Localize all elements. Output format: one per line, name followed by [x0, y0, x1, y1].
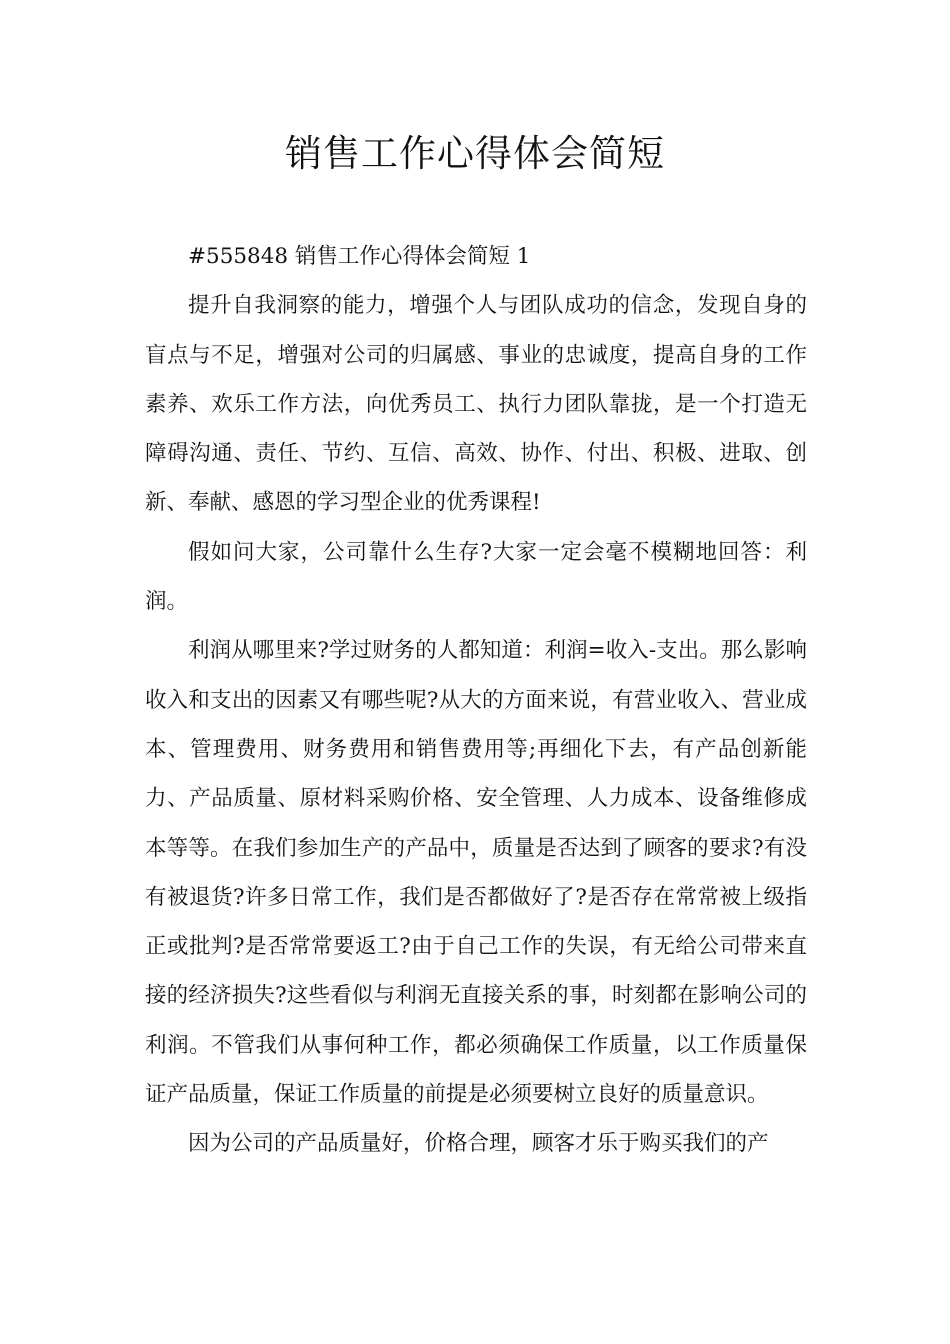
paragraph: 因为公司的产品质量好，价格合理，顾客才乐于购买我们的产 [188, 1131, 769, 1157]
document-title: 销售工作心得体会简短 [285, 132, 665, 175]
paragraph-heading: #555848 销售工作心得体会简短 1 [188, 244, 531, 269]
document-body [145, 232, 807, 1169]
paragraph: 提升自我洞察的能力，增强个人与团队成功的信念，发现自身的盲点与不足，增强对公司的归属感、事业的忠诚度，提高自身的工作素养、欢乐工作方法，向优秀员工、执行力团队靠拢，是一个打造无障碍沟通、责任、节约、互信、高效、协作、付出、积极、进取、创新、奉献、感恩的学习型企业的优秀课程! [145, 293, 807, 516]
paragraph: 利润从哪里来?学过财务的人都知道：利润=收入-支出。那么影响收入和支出的因素又有哪些呢?从大的方面来说，有营业收入、营业成本、管理费用、财务费用和销售费用等;再细化下去，有产品创新能力、产品质量、原材料采购价格、安全管理、人力成本、设备维修成本等等。在我们参加生产的产品中，质量是否达到了顾客的要求?有没有被退货?许多日常工作，我们是否都做好了?是否存在常常被上级指正或批判?是否常常要返工?由于自己工作的失误，有无给公司带来直接的经济损失?这些看似与利润无直接关系的事，时刻都在影响公司的利润。不管我们从事何种工作，都必须确保工作质量，以工作质量保证产品质量，保证工作质量的前提是必须要树立良好的质量意识。 [145, 638, 807, 1108]
paragraph: 假如问大家，公司靠什么生存?大家一定会毫不模糊地回答：利润。 [145, 539, 807, 615]
